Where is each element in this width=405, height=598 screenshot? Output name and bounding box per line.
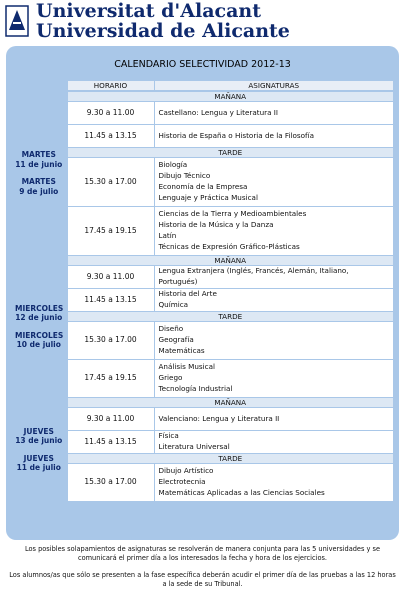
date-line: 11 de junio xyxy=(15,159,63,169)
date-line: 9 de julio xyxy=(19,186,59,196)
table-row xyxy=(11,266,394,289)
footnote-specific-phase: Los alumnos/as que sólo se presenten a la fase específica deberán acudir el primer día de las pruebas a las 12 horas a la sede de su Tribunal. xyxy=(9,571,396,588)
table-row xyxy=(11,102,394,125)
header-asignaturas: ASIGNATURAS xyxy=(154,81,394,92)
subject-item: Electrotecnia xyxy=(158,477,206,487)
subject-item: Matemáticas xyxy=(158,345,205,355)
table-row xyxy=(11,408,394,431)
time-cell: 11.45 a 13.15 xyxy=(67,289,154,312)
subject-item: Economía de la Empresa xyxy=(158,182,248,191)
time-cell: 11.45 a 13.15 xyxy=(67,431,154,454)
time-cell: 15.30 a 17.00 xyxy=(67,464,154,502)
subject-item: Castellano: Lengua y Literatura II xyxy=(158,107,279,117)
date-line: 13 de junio xyxy=(15,436,63,446)
date-line: MARTES xyxy=(21,177,56,187)
footnotes xyxy=(8,545,397,597)
subject-item: Técnicas de Expresión Gráfico-Plásticas xyxy=(158,241,300,251)
subjects-cell xyxy=(154,207,394,256)
subject-item: Geografía xyxy=(158,335,194,345)
university-logo-icon xyxy=(4,4,30,38)
subjects-cell xyxy=(154,408,394,431)
subject-item: Dibujo Artístico xyxy=(158,466,214,476)
subject-item: Historia de España o Historia de la Filosofía xyxy=(158,130,314,140)
subject-item: Análisis Musical xyxy=(158,362,215,372)
session-afternoon: TARDE xyxy=(67,312,394,322)
date-line: MIERCOLES xyxy=(15,330,64,340)
session-afternoon: TARDE xyxy=(67,454,394,464)
session-row xyxy=(11,454,394,464)
calendar-panel xyxy=(6,46,399,540)
table-header-row xyxy=(11,81,394,92)
table-row xyxy=(11,125,394,148)
session-row xyxy=(11,91,394,102)
table-row xyxy=(11,289,394,312)
subject-item: Lenguaje y Práctica Musical xyxy=(158,192,258,202)
time-cell: 9.30 a 11.00 xyxy=(67,266,154,289)
header-date-cell xyxy=(11,81,67,92)
session-row xyxy=(11,256,394,266)
subject-item: Historia de la Música y la Danza xyxy=(158,220,274,230)
subject-item: Biología xyxy=(158,160,188,170)
date-line: 12 de junio xyxy=(15,313,63,323)
university-name-spanish: Universidad de Alicante xyxy=(36,20,290,42)
subjects-cell xyxy=(154,289,394,312)
date-line: 10 de julio xyxy=(16,339,61,349)
subjects-cell xyxy=(154,125,394,148)
table-row xyxy=(11,431,394,454)
subject-item: Tecnología Industrial xyxy=(158,383,233,393)
date-line: JUEVES xyxy=(23,453,54,463)
subject-item: Historia del Arte xyxy=(158,289,217,299)
session-morning: MAÑANA xyxy=(67,398,394,408)
table-row xyxy=(11,322,394,360)
schedule-table xyxy=(11,80,394,502)
date-second-call xyxy=(15,177,63,196)
subject-item: Diseño xyxy=(158,324,184,334)
university-header xyxy=(0,0,405,44)
table-row xyxy=(11,158,394,207)
table-row xyxy=(11,464,394,502)
date-line: JUEVES xyxy=(23,426,54,436)
time-cell: 9.30 a 11.00 xyxy=(67,102,154,125)
subjects-cell xyxy=(154,266,394,289)
table-row xyxy=(11,360,394,398)
subject-item: Valenciano: Lengua y Literatura II xyxy=(158,413,280,423)
subject-item: Latín xyxy=(158,231,177,240)
subjects-cell xyxy=(154,464,394,502)
date-second-call xyxy=(15,454,63,473)
subject-item: Literatura Universal xyxy=(158,442,230,451)
calendar-title: CALENDARIO SELECTIVIDAD 2012-13 xyxy=(114,59,291,70)
table-row xyxy=(11,207,394,256)
subjects-cell xyxy=(154,322,394,360)
session-row xyxy=(11,398,394,408)
time-cell: 11.45 a 13.15 xyxy=(67,125,154,148)
subjects-cell xyxy=(154,102,394,125)
date-first-call xyxy=(15,304,63,323)
subjects-cell xyxy=(154,360,394,398)
session-morning: MAÑANA xyxy=(67,256,394,266)
subject-item: Ciencias de la Tierra y Medioambientales xyxy=(158,209,307,219)
session-row xyxy=(11,148,394,158)
time-cell: 17.45 a 19.15 xyxy=(67,360,154,398)
subject-item: Química xyxy=(158,300,189,309)
subject-item: Griego xyxy=(158,373,183,383)
subjects-cell xyxy=(154,158,394,207)
date-cell xyxy=(11,256,67,398)
time-cell: 15.30 a 17.00 xyxy=(67,322,154,360)
session-row xyxy=(11,312,394,322)
date-first-call xyxy=(15,427,63,446)
header-horario: HORARIO xyxy=(67,81,154,92)
time-cell: 15.30 a 17.00 xyxy=(67,158,154,207)
time-cell: 17.45 a 19.15 xyxy=(67,207,154,256)
subject-item: Portugués) xyxy=(158,277,198,286)
date-cell xyxy=(11,91,67,256)
date-cell xyxy=(11,398,67,502)
time-cell: 9.30 a 11.00 xyxy=(67,408,154,431)
footnote-overlap: Los posibles solapamientos de asignaturas se resolverán de manera conjunta para las 5 universidades y se comunicará el primer día a los interesados la fecha y hora de los ejercicios. xyxy=(24,545,381,562)
date-line: MARTES xyxy=(21,150,56,160)
university-name-valencian: Universitat d'Alacant xyxy=(36,0,261,22)
subject-item: Dibujo Técnico xyxy=(158,171,211,181)
subject-item: Física xyxy=(158,431,179,441)
session-afternoon: TARDE xyxy=(67,148,394,158)
date-second-call xyxy=(15,331,63,350)
subject-item: Lengua Extranjera (Inglés, Francés, Alemán, Italiano, xyxy=(158,266,349,276)
subjects-cell xyxy=(154,431,394,454)
date-first-call xyxy=(15,150,63,169)
date-line: 11 de julio xyxy=(16,462,61,472)
date-line: MIERCOLES xyxy=(15,303,64,313)
session-morning: MAÑANA xyxy=(67,91,394,102)
subject-item: Matemáticas Aplicadas a las Ciencias Sociales xyxy=(158,487,325,497)
